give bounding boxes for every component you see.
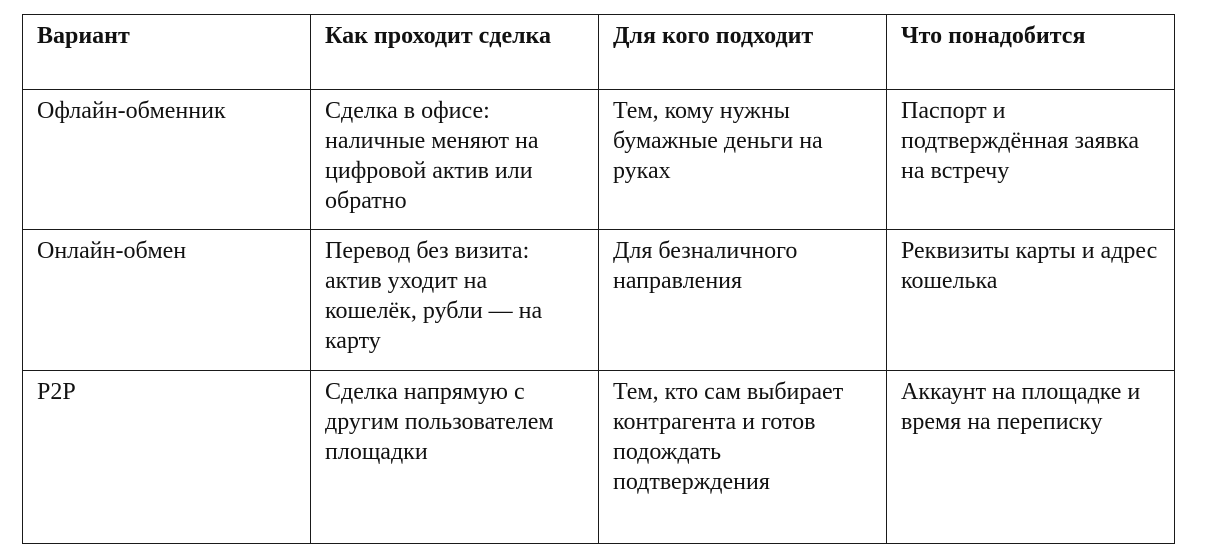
column-header-variant: Вариант [23,15,311,90]
table-cell: Для безналичного направления [599,230,887,371]
table-cell: Тем, кому нужны бумажные деньги на руках [599,90,887,230]
table-row [23,371,1175,544]
column-header-requirements: Что понадобится [887,15,1175,90]
table-cell: Офлайн-обменник [23,90,311,230]
table-row [23,230,1175,371]
comparison-table [22,14,1175,544]
table-header-row [23,15,1175,90]
table-cell: Аккаунт на площадке и время на переписку [887,371,1175,544]
document-page [22,14,1175,544]
column-header-audience: Для кого подходит [599,15,887,90]
table-cell: Реквизиты карты и адрес кошелька [887,230,1175,371]
table-cell: Перевод без визита: актив уходит на кошелёк, рубли — на карту [311,230,599,371]
table-cell: P2P [23,371,311,544]
table-row [23,90,1175,230]
table-cell: Тем, кто сам выбирает контрагента и готов подождать подтверждения [599,371,887,544]
table-cell: Сделка напрямую с другим пользователем площадки [311,371,599,544]
column-header-process: Как проходит сделка [311,15,599,90]
table-cell: Онлайн-обмен [23,230,311,371]
table-cell: Сделка в офисе: наличные меняют на цифровой актив или обратно [311,90,599,230]
table-cell: Паспорт и подтверждённая заявка на встречу [887,90,1175,230]
